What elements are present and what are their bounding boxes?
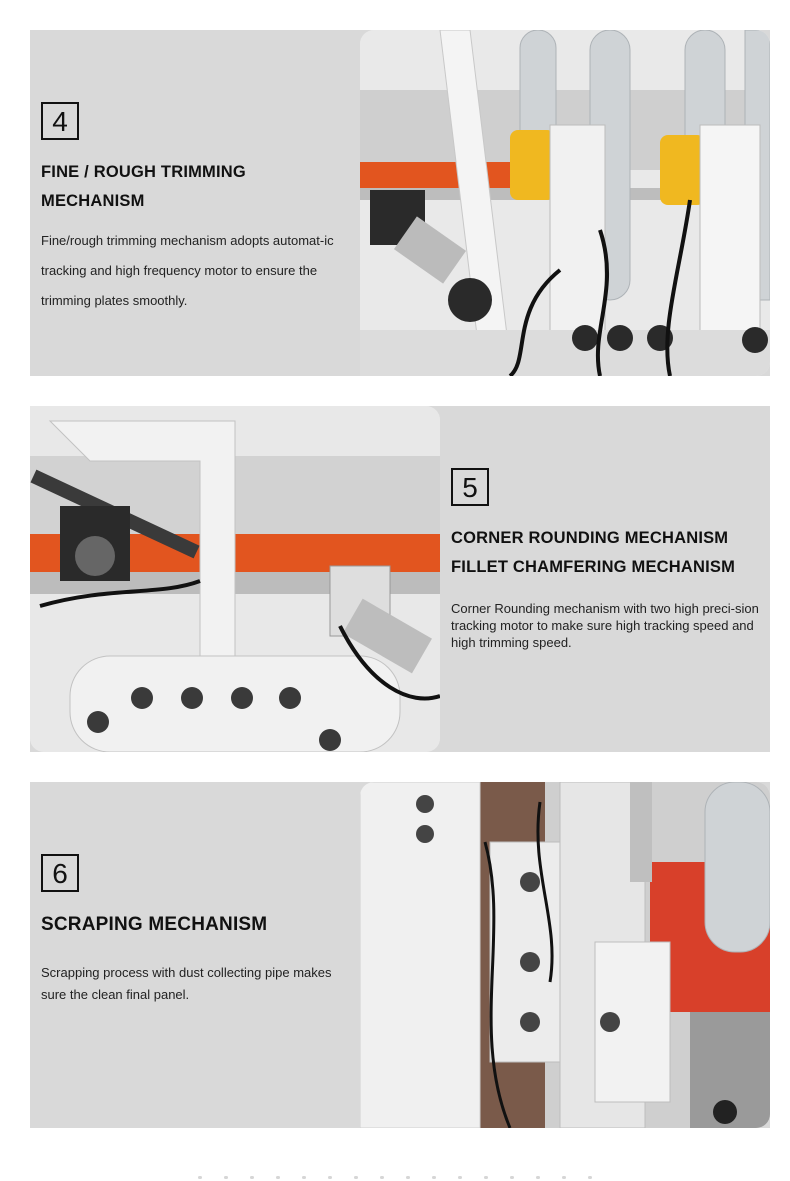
section-title-line-2: MECHANISM: [41, 192, 145, 210]
section-fine-rough-trimming: [30, 30, 770, 376]
section-description: Fine/rough trimming mechanism adopts automat-ic tracking and high frequency motor to ensure the trimming plates smoothly.: [41, 233, 334, 308]
section-text: [41, 102, 351, 316]
section-number-badge: 4: [41, 102, 79, 140]
corner-rounding-mechanism-photo: [30, 406, 440, 752]
section-corner-rounding: [30, 406, 770, 752]
section-title-line-1: SCRAPING MECHANISM: [41, 914, 268, 935]
section-title-line-2: FILLET CHAMFERING MECHANISM: [451, 558, 736, 576]
section-description: Scrapping process with dust collecting pipe makes sure the clean final panel.: [41, 965, 332, 1002]
section-title: [451, 524, 763, 582]
footer-divider-dots: [0, 1176, 790, 1179]
section-title: [41, 158, 351, 216]
scraping-mechanism-photo: [360, 782, 770, 1128]
section-description: Corner Rounding mechanism with two high preci-sion tracking motor to make sure high tracking speed and high trimming speed.: [451, 601, 759, 650]
section-title: [41, 912, 351, 938]
section-title-line-1: CORNER ROUNDING MECHANISM: [451, 529, 729, 547]
trimming-mechanism-photo: [360, 30, 770, 376]
section-title-line-1: FINE / ROUGH TRIMMING: [41, 163, 246, 181]
section-text: [451, 468, 763, 651]
section-number-badge: 5: [451, 468, 489, 506]
section-text: [41, 854, 351, 1006]
section-number-badge: 6: [41, 854, 79, 892]
section-scraping: [30, 782, 770, 1128]
